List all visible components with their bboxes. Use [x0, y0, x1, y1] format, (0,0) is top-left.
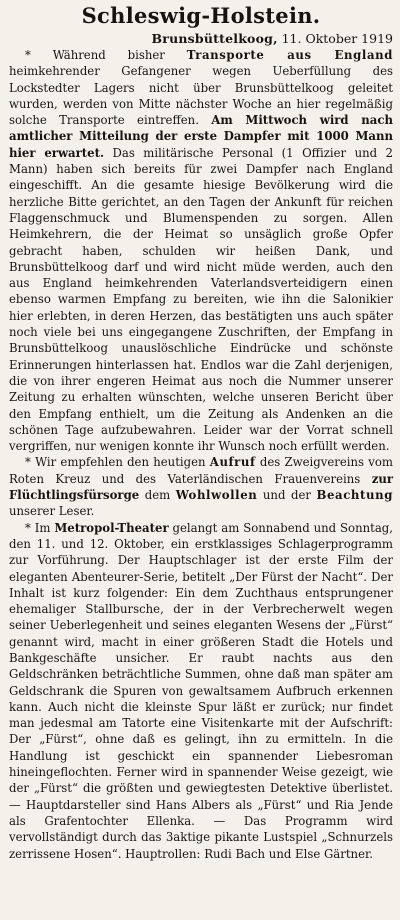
article-text: heimkehrender Gefangener wegen Ueberfüllung des Lockstedter Lagers nicht über Brunsbüttelkoog geleitet wurden, werden von Mitte nächster Woche an hier regelmäßig solche Transporte eintreffen.	[9, 64, 393, 128]
comedy-title: 3aktige pikante Lustspiel „Schnurzels zerrissene Hosen“	[9, 830, 393, 861]
article-metropol-theater	[9, 520, 393, 862]
article-text: und der	[257, 488, 317, 503]
dateline-place: Brunsbüttelkoog,	[151, 31, 278, 46]
article-return-transports	[9, 47, 393, 454]
article-text: unserer Leser.	[9, 504, 95, 519]
article-text: Das militärische Personal (1 Offizier und 2 Mann) haben sich bereits für zwei Dampfer nach England eingeschifft. An die gesamte hiesige Bevölkerung wird die herzliche Bitte gerichtet, an den Tagen der Ankunft für reichen Flaggenschmuck und Blumenspenden zu sorgen. Allen Heimkehrern, die der Heimat so unsäglich große Opfer gebracht haben, schulden wir heißen Dank, und Brunsbüttelkoog darf und wird nicht müde werden, auch den aus England heimkehrenden Vaterlandsverteidigern einen ebenso warmen Empfang zu bereiten, wie ihn die Salonikier hier erlebten, in deren Herzen, das bestätigten uns auch später noch viele bei uns eingegangene Zuschriften, der Empfang in Brunsbüttelkoog unauslöschliche Eindrücke und schönste Erinnerungen hinterlassen hat. Endlos war die Zahl derjenigen, die von ihrer engeren Heimat aus noch die Nummer unserer Zeitung zu erhalten wünschten, welche unseren Bericht über den Empfang enthielt, um die Zeitung als Andenken an die schönen Tage aufzubewahren. Leider war der Vorrat schnell vergriffen, nur wenigen konnte ihr Wunsch noch erfüllt werden.	[9, 145, 393, 454]
article-text: des Zweigvereins vom Roten Kreuz und des Vaterländischen Frauenvereins	[9, 455, 393, 486]
dateline	[9, 31, 393, 47]
article-refugee-appeal	[9, 454, 393, 519]
dateline-date: 11. Oktober 1919	[281, 31, 393, 46]
article-text: * Im	[25, 520, 55, 535]
article-text: dem	[139, 488, 176, 503]
emphasis-refugee-care: zur Flüchtlingsfürsorge	[9, 471, 393, 503]
emphasis-goodwill: Wohlwollen	[175, 488, 258, 503]
article-text: * Wir empfehlen den heutigen	[25, 455, 210, 470]
section-heading: Schleswig-Holstein.	[81, 3, 321, 28]
emphasis-appeal: Aufruf	[209, 455, 256, 470]
emphasis-attention: Beachtung	[316, 488, 393, 503]
article-text: * Während bisher	[25, 48, 187, 62]
article-text: . Hauptrollen: Rudi Bach und Else Gärtner.	[117, 846, 374, 861]
emphasis-theater-name: Metropol-Theater	[54, 520, 169, 535]
article-text: gelangt am Sonnabend und Sonntag, den 11. und 12. Oktober, ein erstklassiges Schlagerprogramm zur Vorführung. Der Hauptschlager ist der erste Film der eleganten Abenteurer-Serie, betitelt „Der Fürst der Nacht“. Der Inhalt ist kurz folgender: Ein dem Zuchthaus entsprungener ehemaliger Stallbursche, der in der Verbrecherwelt wegen seiner Ueberlegenheit und seines eleganten Wesens der „Fürst“ genannt wird, macht in einer größeren Stadt die Hotels und Bankgeschäfte unsicher. Er raubt nachts aus den Geldschränken beträchtliche Summen, ohne daß man später am Geldschrank die Spuren von gewaltsamem Aufbruch erkennen kann. Auch nicht die kleinste Spur läßt er zurück; nur findet man jedesmal am Tatorte eine Visitenkarte mit der Aufschrift: Der „Fürst“, ohne daß es gelingt, ihn zu ermitteln. In die Handlung ist geschickt ein spannender Liebesroman hineingeflochten. Ferner wird in spannender Weise gezeigt, wie der „Fürst“ die größten und gewiegtesten Detektive überlistet. — Hauptdarsteller sind Hans Albers als „Fürst“ und Ria Jende als Grafentochter Ellenka. — Das Programm wird vervollständigt durch das	[9, 520, 393, 845]
emphasis-first-steamer: Am Mittwoch wird nach amtlicher Mitteilung der erste Dampfer mit 1000 Mann hier erwartet.	[9, 113, 393, 160]
emphasis-transports: Transporte aus England	[186, 48, 393, 62]
